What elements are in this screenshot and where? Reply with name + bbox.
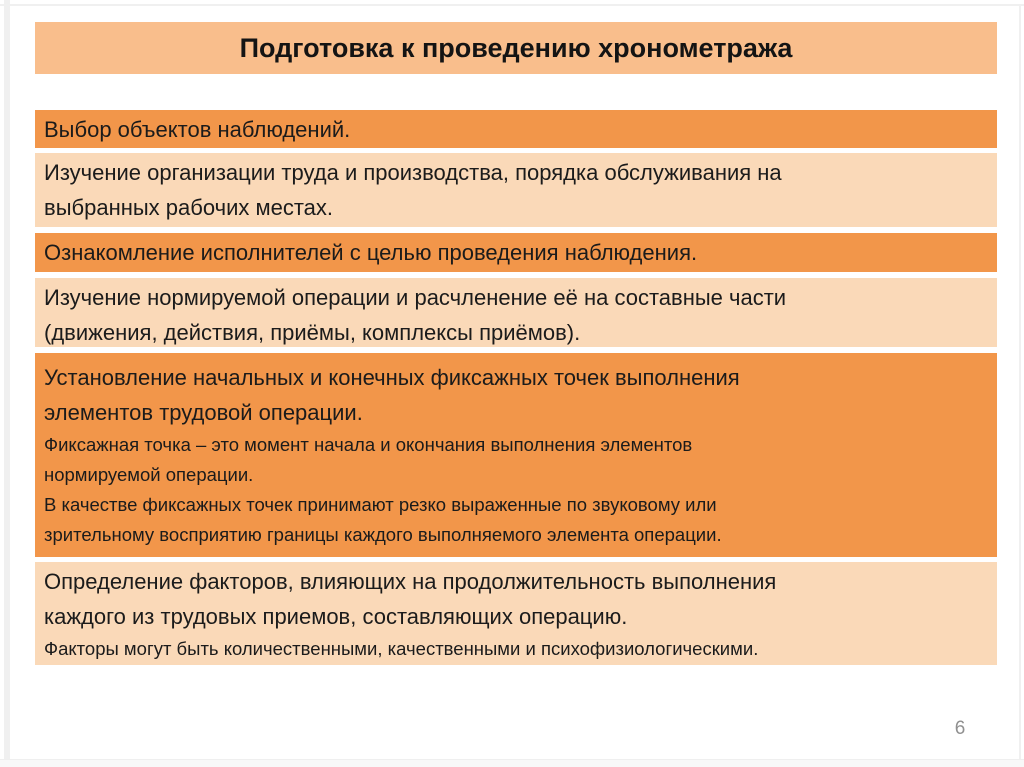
page-number: 6 (954, 718, 966, 739)
list-item-text: выбранных рабочих местах. (44, 195, 334, 220)
list-item-text: Ознакомление исполнителей с целью проведения наблюдения. (44, 240, 698, 265)
list-item-fixation-points (35, 353, 997, 557)
list-item-text: элементов трудовой операции. (44, 400, 363, 425)
list-item-text: Определение факторов, влияющих на продолжительность выполнения (44, 569, 777, 594)
list-item-determine-factors (35, 562, 997, 665)
list-item-study-organization (35, 153, 997, 227)
slide-title: Подготовка к проведению хронометража (239, 32, 793, 63)
list-item-note: Фиксажная точка – это момент начала и окончания выполнения элементов (44, 434, 693, 455)
list-item-text: каждого из трудовых приемов, составляющих операцию. (44, 604, 628, 629)
slide-frame-left-edge (4, 0, 10, 767)
list-item-text: Выбор объектов наблюдений. (44, 116, 351, 142)
list-item-text: (движения, действия, приёмы, комплексы приёмов). (44, 320, 581, 345)
list-item-study-operation (35, 278, 997, 347)
list-item-note: В качестве фиксажных точек принимают резко выраженные по звуковому или (44, 494, 717, 515)
slide-frame-bottom-edge (0, 759, 1024, 767)
list-item-text: Изучение организации труда и производства, порядка обслуживания на (44, 160, 782, 185)
list-item-note: Факторы могут быть количественными, качественными и психофизиологическими. (44, 638, 759, 659)
list-item-choose-objects (35, 110, 997, 148)
slide-frame-right-edge (1019, 4, 1021, 760)
slide-frame-top-edge (0, 4, 1024, 6)
slide-title-bar (35, 22, 997, 74)
list-item-text: Изучение нормируемой операции и расчленение её на составные части (44, 285, 787, 310)
list-item-note: зрительному восприятию границы каждого выполняемого элемента операции. (44, 524, 722, 545)
list-item-text: Установление начальных и конечных фиксажных точек выполнения (44, 365, 740, 390)
list-item-note: нормируемой операции. (44, 464, 254, 485)
list-item-inform-performers (35, 233, 997, 272)
